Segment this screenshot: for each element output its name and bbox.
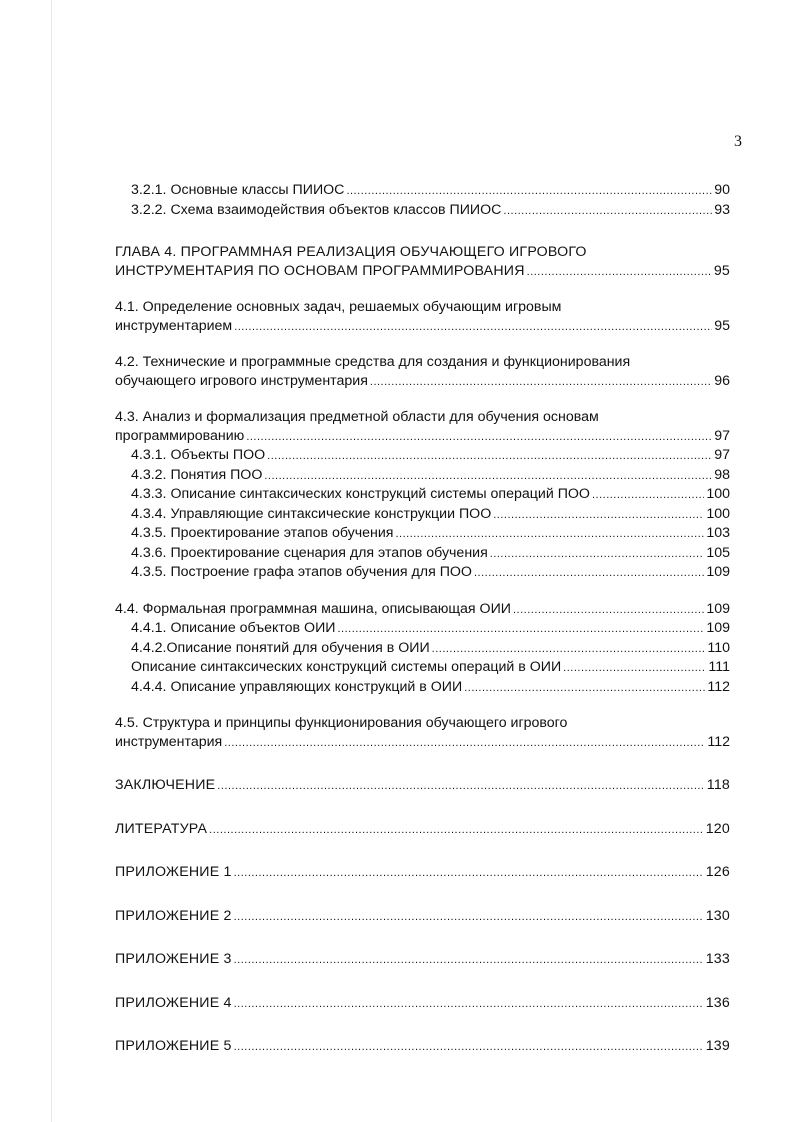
toc-entry-title: инструментарием bbox=[115, 317, 233, 334]
toc-entry-title-line1: 4.2. Технические и программные средства для создания и функционирования bbox=[115, 354, 631, 370]
toc-entry-4-4-2[interactable] bbox=[115, 639, 730, 659]
toc-entry-page: 100 bbox=[706, 505, 730, 522]
toc-entry-title: 4.4.1. Описание объектов ОИИ bbox=[131, 620, 336, 636]
toc-entry-4-1[interactable] bbox=[115, 298, 730, 336]
dot-leader bbox=[234, 950, 704, 970]
dot-leader bbox=[224, 733, 705, 753]
toc-entry-title: Описание синтаксических конструкций системы операций в ОИИ bbox=[131, 659, 562, 675]
dot-leader bbox=[592, 485, 704, 505]
dot-leader bbox=[234, 1037, 704, 1057]
dot-leader bbox=[370, 372, 712, 392]
toc-entry-4-3-5[interactable] bbox=[115, 524, 730, 544]
dot-leader bbox=[234, 907, 704, 927]
toc-entry-appendix-3[interactable] bbox=[115, 950, 730, 970]
toc-entry-4-3-1[interactable] bbox=[115, 446, 730, 466]
toc-entry-title: ПРИЛОЖЕНИЕ 5 bbox=[115, 1038, 232, 1054]
toc-entry-page: 110 bbox=[707, 639, 730, 656]
toc-entry-3-2-1[interactable] bbox=[115, 181, 730, 201]
toc-entry-title: ПРИЛОЖЕНИЕ 3 bbox=[115, 951, 232, 967]
toc-entry-title: 4.3.5. Проектирование этапов обучения bbox=[131, 525, 394, 541]
toc-entry-title: 4.3.3. Описание синтаксических конструкций системы операций ПОО bbox=[131, 486, 590, 502]
dot-leader bbox=[490, 544, 705, 564]
toc-entry-title: ЗАКЛЮЧЕНИЕ bbox=[115, 777, 216, 793]
toc-entry-4-3[interactable] bbox=[115, 408, 730, 446]
toc-entry-4-3-3[interactable] bbox=[115, 485, 730, 505]
toc-entry-page: 112 bbox=[707, 678, 730, 695]
toc-entry-4-3-4[interactable] bbox=[115, 505, 730, 525]
toc-entry-page: 100 bbox=[706, 486, 730, 502]
dot-leader bbox=[346, 181, 712, 201]
toc-entry-page: 112 bbox=[707, 733, 730, 750]
toc-entry-page: 136 bbox=[705, 994, 730, 1011]
toc-entry-literature[interactable] bbox=[115, 820, 730, 840]
toc-entry-page: 139 bbox=[705, 1038, 730, 1054]
toc-entry-title: инструментария bbox=[115, 733, 223, 750]
toc-entry-page: 133 bbox=[705, 951, 730, 967]
toc-entry-title: 4.3.1. Объекты ПОО bbox=[131, 447, 266, 463]
toc-entry-page: 95 bbox=[713, 262, 730, 279]
dot-leader bbox=[395, 524, 704, 544]
dot-leader bbox=[234, 994, 704, 1014]
toc-entry-4-2[interactable] bbox=[115, 353, 730, 391]
toc-entry-title: ПРИЛОЖЕНИЕ 2 bbox=[115, 907, 232, 924]
toc-entry-title: 4.4. Формальная программная машина, описывающая ОИИ bbox=[115, 600, 511, 617]
toc-entry-page: 118 bbox=[706, 777, 730, 793]
toc-entry-title: ПРИЛОЖЕНИЕ 1 bbox=[115, 864, 232, 880]
toc-entry-page: 130 bbox=[705, 907, 730, 924]
toc-entry-page: 90 bbox=[714, 182, 730, 198]
dot-leader bbox=[563, 658, 706, 678]
toc-entry-page: 109 bbox=[706, 564, 730, 580]
table-of-contents bbox=[115, 181, 730, 1057]
dot-leader bbox=[246, 427, 712, 447]
dot-leader bbox=[217, 776, 704, 796]
dot-leader bbox=[474, 563, 704, 583]
toc-entry-conclusion[interactable] bbox=[115, 776, 730, 796]
toc-entry-4-3-6[interactable] bbox=[115, 544, 730, 564]
page-number: 3 bbox=[734, 133, 742, 150]
toc-entry-title: обучающего игрового инструментария bbox=[115, 372, 368, 389]
dot-leader bbox=[513, 600, 704, 620]
toc-entry-title: ИНСТРУМЕНТАРИЯ ПО ОСНОВАМ ПРОГРАММИРОВАНИЯ bbox=[115, 262, 525, 279]
toc-entry-4-4-1[interactable] bbox=[115, 619, 730, 639]
toc-entry-title: ПРИЛОЖЕНИЕ 4 bbox=[115, 994, 232, 1011]
toc-entry-appendix-1[interactable] bbox=[115, 863, 730, 883]
toc-entry-page: 109 bbox=[706, 620, 730, 636]
toc-entry-title: 4.3.4. Управляющие синтаксические конструкции ПОО bbox=[131, 505, 492, 522]
toc-entry-title: 3.2.2. Схема взаимодействия объектов классов ПИИОС bbox=[131, 201, 502, 218]
toc-entry-4-3-5b[interactable] bbox=[115, 563, 730, 583]
dot-leader bbox=[337, 619, 704, 639]
toc-entry-4-5[interactable] bbox=[115, 714, 730, 752]
toc-entry-page: 95 bbox=[714, 317, 730, 334]
toc-entry-4-3-2[interactable] bbox=[115, 466, 730, 486]
toc-entry-title-line1: 4.1. Определение основных задач, решаемых обучающим игровым bbox=[115, 299, 562, 315]
toc-entry-4-4-3[interactable] bbox=[115, 658, 730, 678]
toc-entry-page: 97 bbox=[714, 447, 730, 463]
toc-entry-title: 4.3.2. Понятия ПОО bbox=[131, 466, 263, 483]
toc-entry-page: 97 bbox=[714, 427, 730, 444]
toc-entry-chapter-4[interactable] bbox=[115, 243, 730, 281]
dot-leader bbox=[264, 466, 712, 486]
toc-entry-title-line1: 4.5. Структура и принципы функционирования обучающего игрового bbox=[115, 715, 568, 731]
toc-entry-appendix-5[interactable] bbox=[115, 1037, 730, 1057]
dot-leader bbox=[527, 262, 712, 282]
toc-entry-title: 4.4.2.Описание понятий для обучения в ОИИ bbox=[131, 639, 430, 656]
dot-leader bbox=[234, 317, 712, 337]
toc-entry-title-line1: ГЛАВА 4. ПРОГРАММНАЯ РЕАЛИЗАЦИЯ ОБУЧАЮЩЕГО ИГРОВОГО bbox=[115, 244, 587, 260]
toc-entry-title-line1: 4.3. Анализ и формализация предметной области для обучения основам bbox=[115, 409, 599, 425]
toc-entry-title: 4.4.4. Описание управляющих конструкций в ОИИ bbox=[131, 678, 463, 695]
toc-entry-page: 103 bbox=[706, 525, 730, 541]
toc-entry-page: 98 bbox=[714, 466, 730, 483]
dot-leader bbox=[503, 201, 712, 221]
toc-entry-page: 93 bbox=[714, 201, 730, 218]
toc-entry-4-4-4[interactable] bbox=[115, 678, 730, 698]
toc-entry-title: программированию bbox=[115, 427, 245, 444]
toc-entry-title: 4.3.6. Проектирование сценария для этапов обучения bbox=[131, 544, 488, 561]
toc-entry-page: 126 bbox=[705, 864, 730, 880]
toc-entry-4-4[interactable] bbox=[115, 600, 730, 620]
toc-entry-page: 96 bbox=[714, 372, 730, 389]
dot-leader bbox=[234, 863, 704, 883]
toc-entry-page: 109 bbox=[706, 600, 730, 617]
toc-entry-3-2-2[interactable] bbox=[115, 201, 730, 221]
dot-leader bbox=[493, 505, 704, 525]
toc-entry-page: 111 bbox=[708, 659, 730, 675]
toc-entry-page: 105 bbox=[706, 544, 730, 561]
toc-entry-appendix-2[interactable] bbox=[115, 907, 730, 927]
toc-entry-page: 120 bbox=[705, 820, 730, 837]
toc-entry-title: ЛИТЕРАТУРА bbox=[115, 820, 208, 837]
toc-entry-appendix-4[interactable] bbox=[115, 994, 730, 1014]
dot-leader bbox=[267, 446, 712, 466]
scan-edge-line bbox=[51, 0, 52, 1122]
toc-entry-title: 3.2.1. Основные классы ПИИОС bbox=[131, 182, 345, 198]
dot-leader bbox=[464, 678, 705, 698]
dot-leader bbox=[432, 639, 706, 659]
toc-entry-title: 4.3.5. Построение графа этапов обучения для ПОО bbox=[131, 564, 472, 580]
dot-leader bbox=[209, 820, 704, 840]
